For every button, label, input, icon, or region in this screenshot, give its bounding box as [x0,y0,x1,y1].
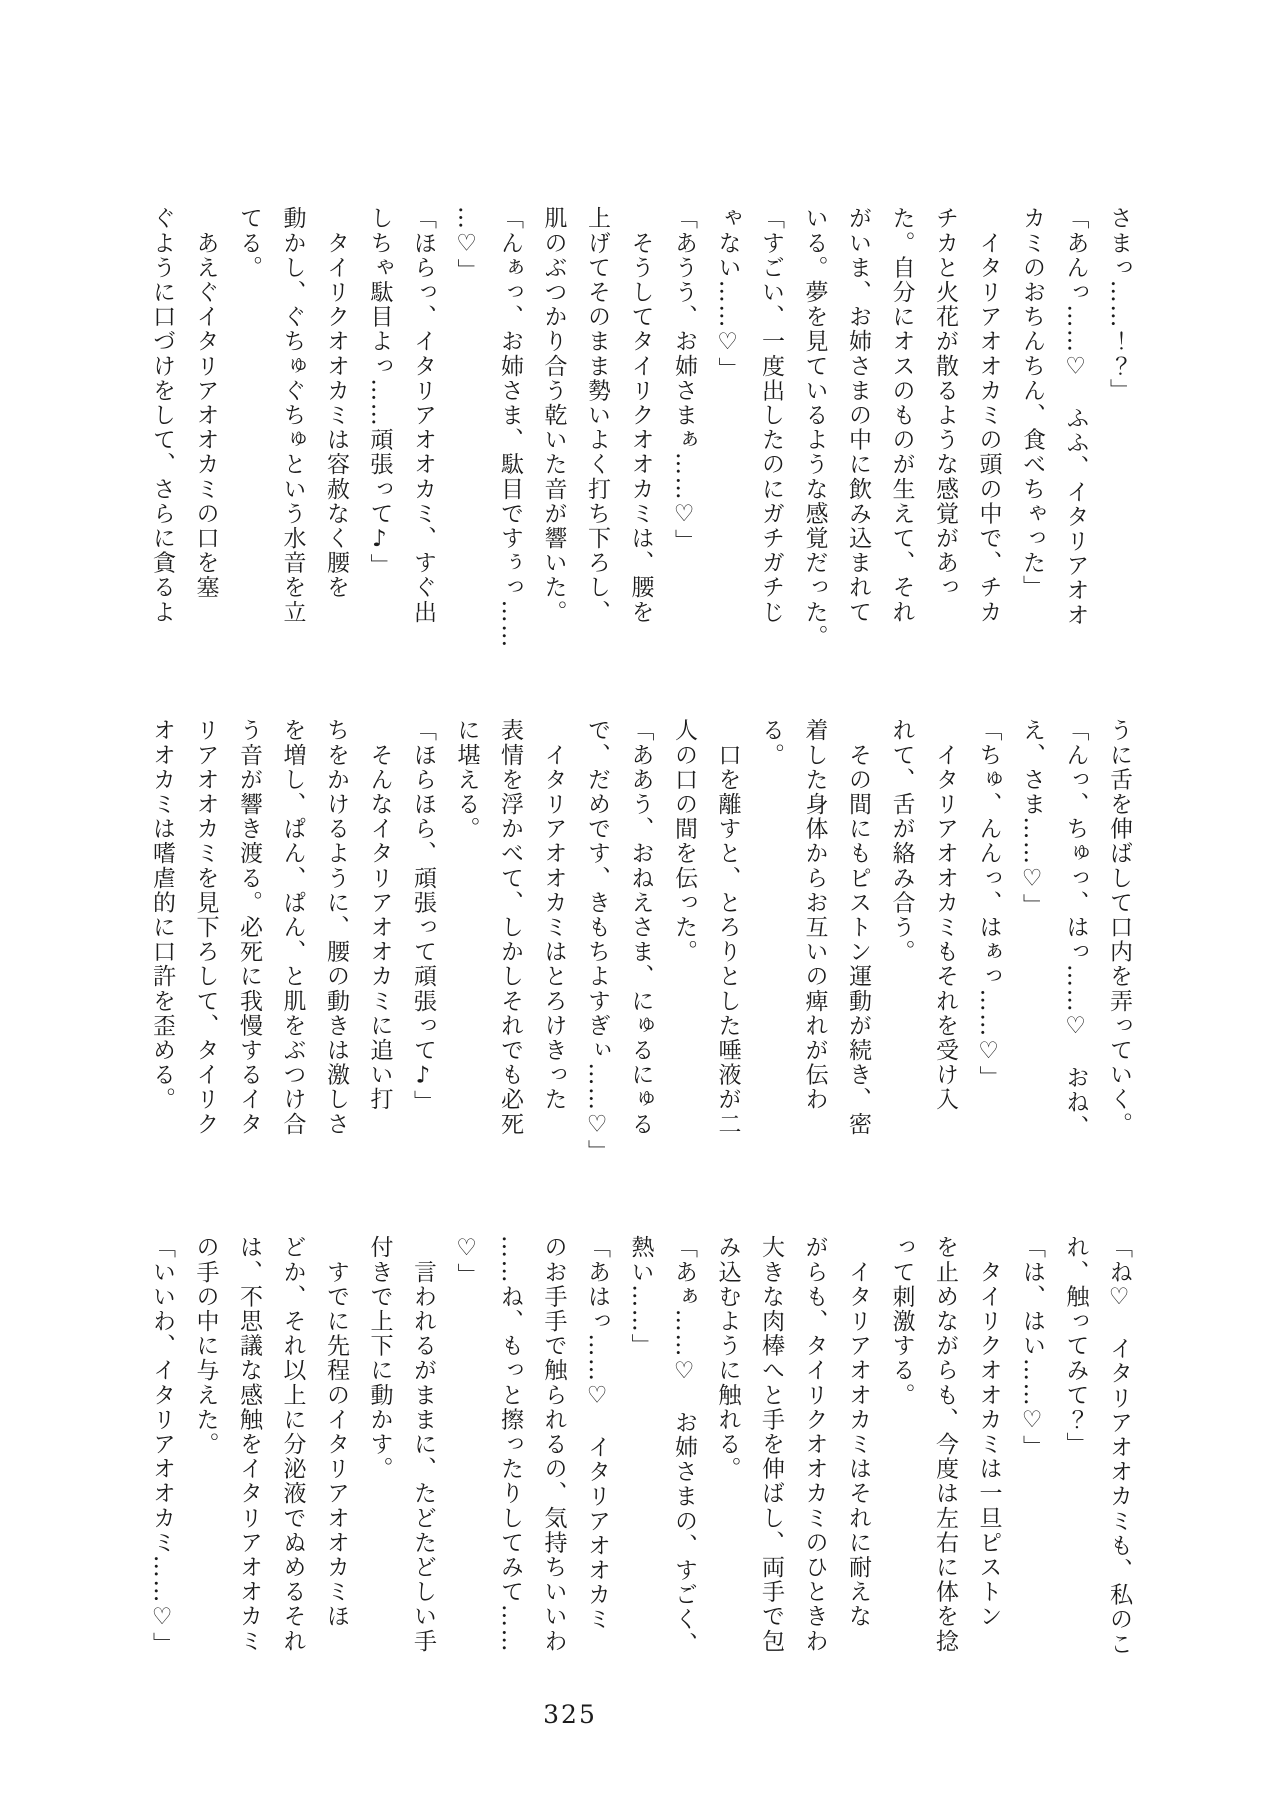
text-column: うに舌を伸ばして口内を弄っていく。 [1106,718,1132,1137]
text-column: タイリクオオカミは容赦なく腰を [323,206,349,600]
text-column: に堪える。 [453,718,480,841]
text-column: 「あはっ……♡ イタリアオオカミ [584,1235,610,1632]
text-column: って刺激する。 [888,1235,915,1408]
text-band-bottom [138,1235,1140,1659]
text-column: がらも、タイリクオオカミのひときわ [801,1235,828,1654]
text-column: は、不思議な感触をイタリアオオカミ [236,1235,262,1654]
text-column: た。自分にオスのものが生えて、それ [888,206,915,625]
text-band-middle [138,718,1140,1164]
text-column: どか、それ以上に分泌液でぬめるそれ [279,1235,306,1654]
page-number: 325 [543,1700,597,1729]
text-column: 「ああう、おねえさま、にゅるにゅる [627,718,654,1137]
text-column: イタリアオオカミもそれを受け入 [932,718,958,1112]
text-column: の手の中に与えた。 [192,1235,219,1457]
text-column: いる。夢を見ているような感覚だった。 [801,206,828,649]
text-column: 肌のぶつかり合う乾いた音が響いた。 [540,206,567,625]
text-column: 「あんっ……♡ ふふ、イタリアオオ [1062,206,1089,628]
text-column: リアオオカミを見下ろして、タイリク [192,718,219,1137]
text-column: のお手手で触られるの、気持ちいいわ [540,1235,567,1654]
text-column: ゃない……♡」 [714,206,741,382]
text-column: ♡」 [453,1235,480,1288]
text-column: 「あぁ……♡ お姉さまの、すごく、 [671,1235,697,1657]
text-column: 「は、はい……♡」 [1019,1235,1045,1460]
text-column: 「ほらっ、イタリアオオカミ、すぐ出 [410,206,436,625]
text-column: ぐように口づけをして、さらに貪るよ [149,206,175,625]
text-column: がいま、お姉さまの中に飲み込まれて [845,206,871,625]
text-column: そうしてタイリクオオカミは、腰を [627,206,654,625]
text-column: イタリアオオカミはそれに耐えな [845,1235,871,1629]
text-column: 動かし、ぐちゅぐちゅという水音を立 [279,206,306,625]
text-column: れ、触ってみて？」 [1062,1235,1089,1457]
text-column: すでに先程のイタリアオオカミほ [323,1235,349,1629]
text-column: れて、舌が絡み合う。 [888,718,915,964]
text-column: 「んぁっ、お姉さま、駄目ですぅっ…… [497,206,523,649]
text-column: 熱い……」 [627,1235,654,1358]
text-column: 大きな肉棒へと手を伸ばし、両手で包 [758,1235,784,1654]
text-column: オオカミは嗜虐的に口許を歪める。 [149,718,175,1112]
text-column: 「あうう、お姉さまぁ……♡」 [671,206,697,554]
text-column: 着した身体からお互いの痺れが伝わ [801,718,828,1112]
text-column: え、さま……♡」 [1019,718,1045,918]
text-column: 「ね♡ イタリアオオカミも、私のこ [1106,1235,1132,1657]
text-column: そんなイタリアオオカミに追い打 [366,718,393,1112]
text-column: 「ちゅ、んんっ、はぁっ……♡」 [975,718,1002,1090]
text-column: …♡」 [453,206,480,283]
text-column: 「いいわ、イタリアオオカミ……♡」 [149,1235,175,1657]
text-column: 「んっ、ちゅっ、はっ……♡ おね、 [1062,718,1089,1140]
text-column: イタリアオオカミの頭の中で、チカ [975,206,1002,625]
text-column: さまっ……！？」 [1106,206,1132,403]
text-column: 表情を浮かべて、しかしそれでも必死 [497,718,523,1137]
text-column: てる。 [236,206,262,280]
text-column: 口を離すと、とろりとした唾液が二 [714,718,741,1137]
text-column: ちをかけるように、腰の動きは激しさ [323,718,349,1137]
text-column: タイリクオオカミは一旦ピストン [975,1235,1002,1629]
text-column: カミのおちんちん、食べちゃった」 [1019,206,1045,600]
text-band-top [138,206,1140,649]
text-column: あえぐイタリアオオカミの口を塞 [192,206,219,600]
text-column: う音が響き渡る。必死に我慢するイタ [236,718,262,1137]
text-column: を止めながらも、今度は左右に体を捻 [932,1235,958,1654]
text-column: チカと火花が散るような感覚があっ [932,206,958,600]
text-column: 言われるがままに、たどたどしい手 [410,1235,436,1654]
text-column: 人の口の間を伝った。 [671,718,697,964]
text-column: イタリアオオカミはとろけきった [540,718,567,1112]
text-column: しちゃ駄目よっ……頑張って♪」 [366,206,393,578]
text-column: を増し、ぱん、ぱん、と肌をぶつけ合 [279,718,306,1137]
text-column: 「ほらほら、頑張って頑張って♪」 [410,718,436,1115]
text-column: で、だめです、きもちよすぎぃ……♡」 [584,718,610,1164]
text-column: み込むように触れる。 [714,1235,741,1481]
text-column: その間にもピストン運動が続き、密 [845,718,871,1137]
text-column: ……ね、もっと擦ったりしてみて…… [497,1235,523,1654]
text-column: 付きで上下に動かす。 [366,1235,393,1481]
text-column: る。 [758,718,784,768]
text-column: 「すごい、一度出したのにガチガチじ [758,206,784,625]
text-column: 上げてそのまま勢いよく打ち下ろし、 [584,206,610,625]
